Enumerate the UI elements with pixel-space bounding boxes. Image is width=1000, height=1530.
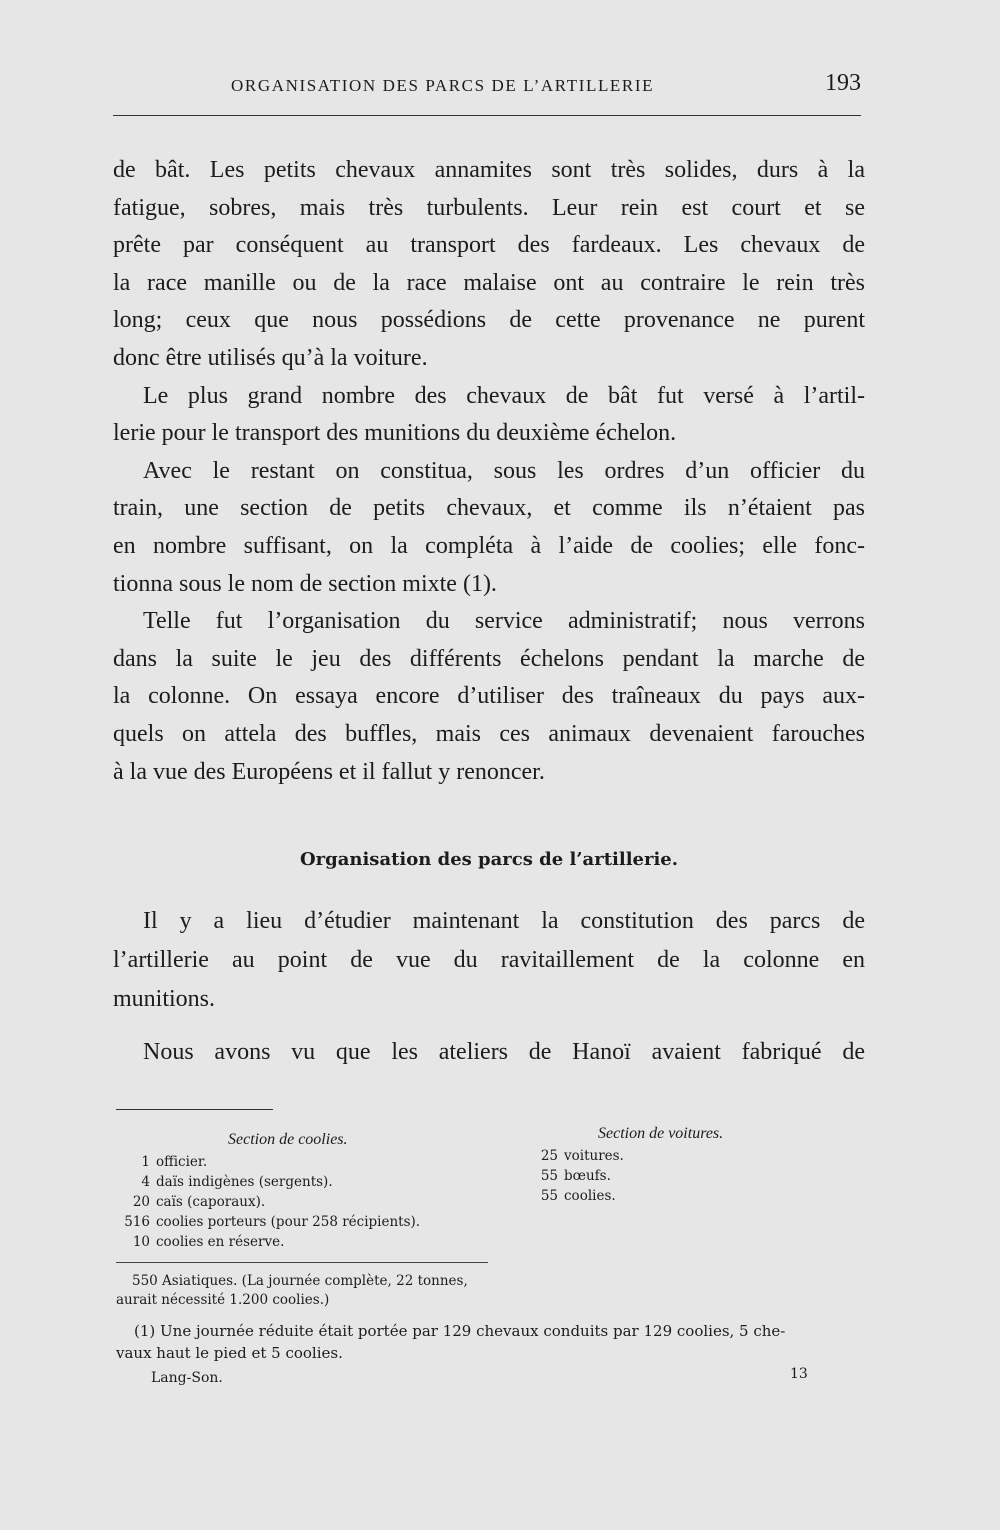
footnote-row: 55 bœufs. [540,1168,611,1184]
signature-sheet-number: 13 [790,1366,808,1382]
footnote-row: 10 coolies en réserve. [132,1234,285,1250]
footnote-summary [116,1272,536,1310]
text-line: la colonne. On essaya encore d’utiliser des traîneaux du pays aux- [113,683,865,710]
text-line: Il y a lieu d’étudier maintenant la constitution des parcs de [143,908,865,934]
body-text-continued [113,902,865,1072]
signature-location: Lang-Son. [151,1370,223,1386]
footnote-row: 55 coolies. [540,1188,616,1204]
note-line: (1) Une journée réduite était portée par 129 chevaux conduits par 129 coolies, 5 che- [134,1322,786,1340]
footnote-voitures-title: Section de voitures. [598,1125,724,1142]
text-line: dans la suite le jeu des différents échelons pendant la marche de [113,645,865,672]
running-head [113,66,861,106]
footnote-row: 25 voitures. [540,1148,624,1164]
body-text [113,152,865,791]
text-line: la race manille ou de la race malaise ont au contraire le rein très [113,269,865,296]
summary-line: 550 Asiatiques. (La journée complète, 22 tonnes, [132,1273,468,1289]
text-line: en nombre suffisant, on la compléta à l’aide de coolies; elle fonc- [113,532,865,559]
footnote-note-1 [116,1320,868,1364]
text-line: de bât. Les petits chevaux annamites sont très solides, durs à la [113,157,865,183]
summary-line: aurait nécessité 1.200 coolies.) [116,1292,330,1308]
footnote-coolies-title: Section de coolies. [228,1131,348,1148]
paragraph-gap [113,1019,865,1033]
note-line: vaux haut le pied et 5 coolies. [116,1344,343,1362]
section-heading: Organisation des parcs de l’artillerie. [299,849,679,870]
header-rule [113,115,861,116]
text-line: prête par conséquent au transport des fardeaux. Les chevaux de [113,232,865,259]
text-line: lerie pour le transport des munitions du deuxième échelon. [113,420,677,447]
text-line: Nous avons vu que les ateliers de Hanoï avaient fabriqué de [143,1039,865,1065]
text-line: Avec le restant on constitua, sous les ordres d’un officier du [143,457,865,484]
footnote-coolies-column [116,1130,536,1252]
text-line: munitions. [113,986,216,1012]
running-title: ORGANISATION DES PARCS DE L’ARTILLERIE [231,76,655,95]
text-line: quels on attela des buffles, mais ces animaux devenaient farouches [113,720,865,747]
summary-rule [116,1262,488,1263]
text-line: tionna sous le nom de section mixte (1). [113,570,497,597]
footnote-row: 4 daïs indigènes (sergents). [141,1174,333,1190]
text-line: Le plus grand nombre des chevaux de bât fut versé à l’artil- [143,382,865,409]
text-line: train, une section de petits chevaux, et comme ils n’étaient pas [113,495,865,522]
text-line: donc être utilisés qu’à la voiture. [113,344,428,371]
footnote-row: 516 coolies porteurs (pour 258 récipients). [124,1214,421,1230]
footnote-row: 20 caïs (caporaux). [132,1194,266,1210]
text-line: Telle fut l’organisation du service administratif; nous verrons [143,608,865,635]
text-line: fatigue, sobres, mais très turbulents. Leur rein est court et se [113,194,865,221]
text-line: l’artillerie au point de vue du ravitaillement de la colonne en [113,947,865,973]
footnote-row: 1 officier. [141,1154,208,1170]
text-line: à la vue des Européens et il fallut y renoncer. [113,758,545,785]
text-line: long; ceux que nous possédions de cette provenance ne purent [113,307,865,334]
footnote-rule [116,1109,273,1110]
footnote-voitures-column [532,1124,832,1206]
page-number: 193 [825,70,861,96]
